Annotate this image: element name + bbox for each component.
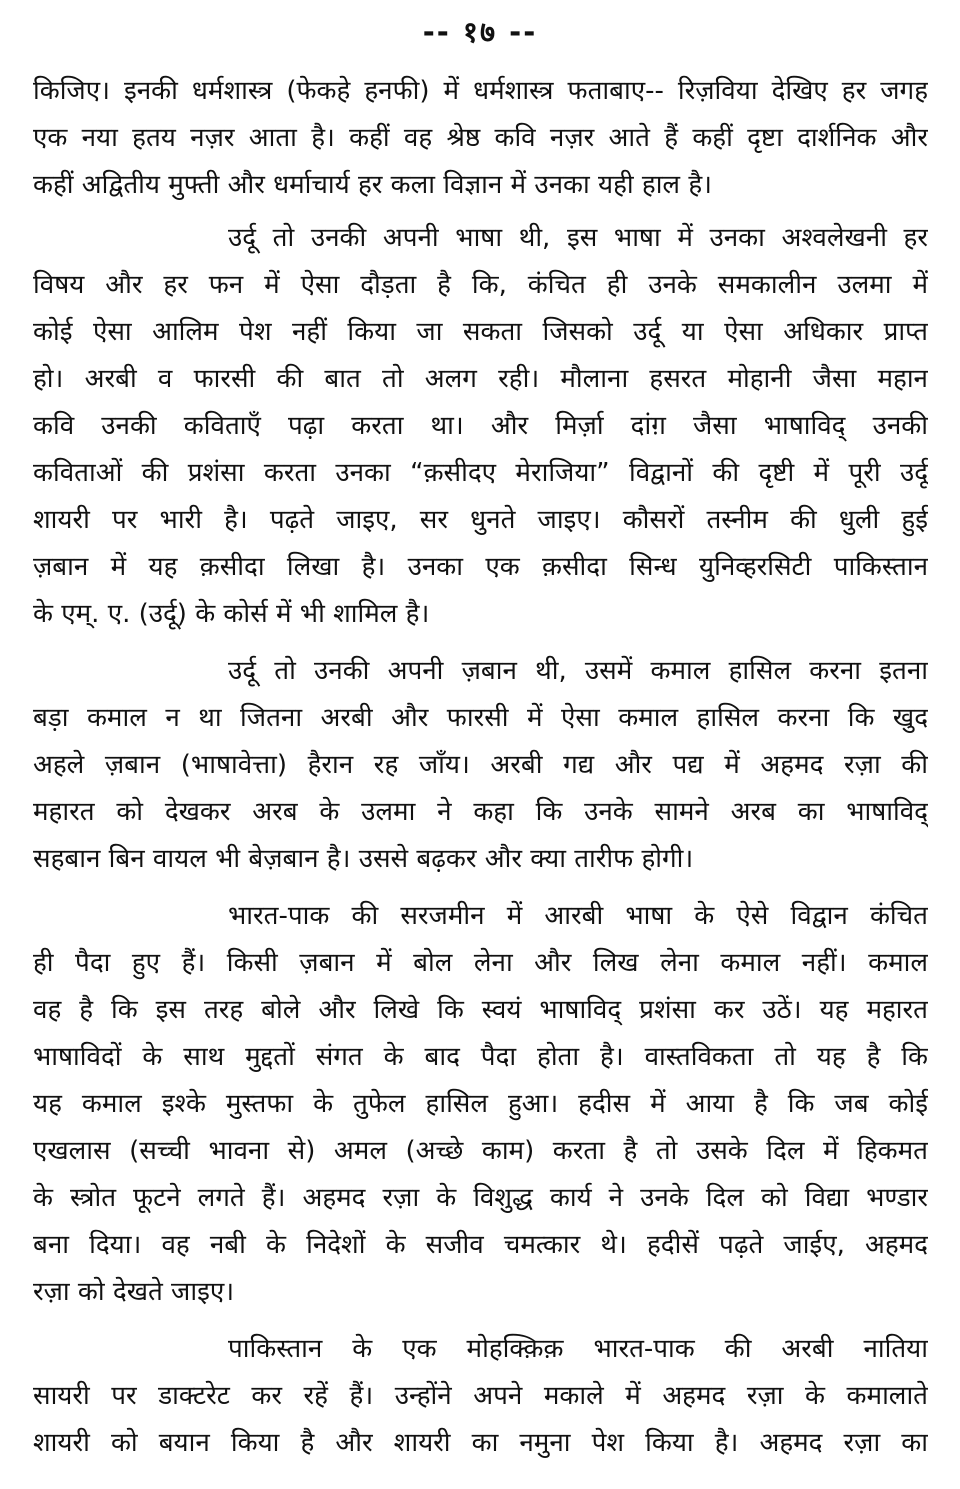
text-line: के स्त्रोत फूटने लगते हैं। अहमद रज़ा के विशुद्ध कार्य ने उनके दिल को विद्या भण्डार — [33, 1183, 928, 1213]
paragraph-3 — [33, 648, 928, 883]
text-line: ज़बान में यह क़सीदा लिखा है। उनका एक क़सीदा सिन्ध युनिव्हरसिटी पाकिस्तान — [33, 552, 928, 582]
text-line: कविताओं की प्रशंसा करता उनका “क़सीदए मेराजिया” विद्वानों की दृष्टी में पूरी उर्दू — [33, 458, 928, 488]
text-line: बड़ा कमाल न था जितना अरबी और फारसी में ऐसा कमाल हासिल करना कि खुद — [33, 703, 928, 733]
paragraph-2 — [33, 215, 928, 638]
text-line: कहीं अद्वितीय मुफ्ती और धर्माचार्य हर कला विज्ञान में उनका यही हाल है। — [33, 170, 712, 200]
text-line: उर्दू तो उनकी अपनी भाषा थी, इस भाषा में उनका अश्वलेखनी हर — [228, 223, 928, 253]
text-line: भाषाविदों के साथ मुद्दतों संगत के बाद पैदा होता है। वास्तविकता तो यह है कि — [33, 1042, 928, 1072]
text-line: महारत को देखकर अरब के उलमा ने कहा कि उनके सामने अरब का भाषाविद् — [33, 797, 928, 827]
text-line: भारत-पाक की सरजमीन में आरबी भाषा के ऐसे विद्वान कंचित — [228, 901, 928, 931]
text-line: बना दिया। वह नबी के निदेशों के सजीव चमत्कार थे। हदीसें पढ़ते जाईए, अहमद — [33, 1230, 928, 1260]
paragraph-5 — [33, 1326, 928, 1467]
text-line: कोई ऐसा आलिम पेश नहीं किया जा सकता जिसको उर्दू या ऐसा अधिकार प्राप्त — [33, 317, 928, 347]
text-line: एखलास (सच्ची भावना से) अमल (अच्छे काम) करता है तो उसके दिल में हिकमत — [33, 1136, 928, 1166]
text-line: हो। अरबी व फारसी की बात तो अलग रही। मौलाना हसरत मोहानी जैसा महान — [33, 364, 928, 394]
text-line: के एम्. ए. (उर्दू) के कोर्स में भी शामिल है। — [33, 599, 430, 629]
text-line: एक नया हतय नज़र आता है। कहीं वह श्रेष्ठ कवि नज़र आते हैं कहीं दृष्टा दार्शनिक और — [33, 123, 928, 153]
text-line: रज़ा को देखते जाइए। — [33, 1277, 235, 1307]
text-line: किजिए। इनकी धर्मशास्त्र (फेकहे हनफी) में धर्मशास्त्र फताबाए-- रिज़विया देखिए हर जगह — [33, 76, 928, 106]
text-line: शायरी पर भारी है। पढ़ते जाइए, सर धुनते जाइए। कौसरों तस्नीम की धुली हुई — [33, 505, 928, 535]
page-number: -- १७ -- — [422, 15, 538, 49]
text-line: विषय और हर फन में ऐसा दौड़ता है कि, कंचित ही उनके समकालीन उलमा में — [33, 270, 928, 300]
text-line: उर्दू तो उनकी अपनी ज़बान थी, उसमें कमाल हासिल करना इतना — [228, 656, 928, 686]
text-line: कवि उनकी कविताएँ पढ़ा करता था। और मिर्ज़ा दांग़ जैसा भाषाविद् उनकी — [33, 411, 928, 441]
text-line: अहले ज़बान (भाषावेत्ता) हैरान रह जाँय। अरबी गद्य और पद्य में अहमद रज़ा की — [33, 750, 928, 780]
body-text — [33, 68, 928, 1477]
text-line: यह कमाल इश्के मुस्तफा के तुफेल हासिल हुआ। हदीस में आया है कि जब कोई — [33, 1089, 928, 1119]
text-line: सहबान बिन वायल भी बेज़बान है। उससे बढ़कर और क्या तारीफ होगी। — [33, 844, 694, 874]
text-line: ही पैदा हुए हैं। किसी ज़बान में बोल लेना और लिख लेना कमाल नहीं। कमाल — [33, 948, 928, 978]
text-line: शायरी को बयान किया है और शायरी का नमुना पेश किया है। अहमद रज़ा का — [33, 1428, 928, 1458]
text-line: सायरी पर डाक्टरेट कर रहें हैं। उन्होंने अपने मकाले में अहमद रज़ा के कमालाते — [33, 1381, 928, 1411]
paragraph-1 — [33, 68, 928, 209]
paragraph-4 — [33, 893, 928, 1316]
text-line: पाकिस्तान के एक मोहक्क़िक़ भारत-पाक की अरबी नातिया — [228, 1334, 928, 1364]
text-line: वह है कि इस तरह बोले और लिखे कि स्वयं भाषाविद् प्रशंसा कर उठें। यह महारत — [33, 995, 928, 1025]
